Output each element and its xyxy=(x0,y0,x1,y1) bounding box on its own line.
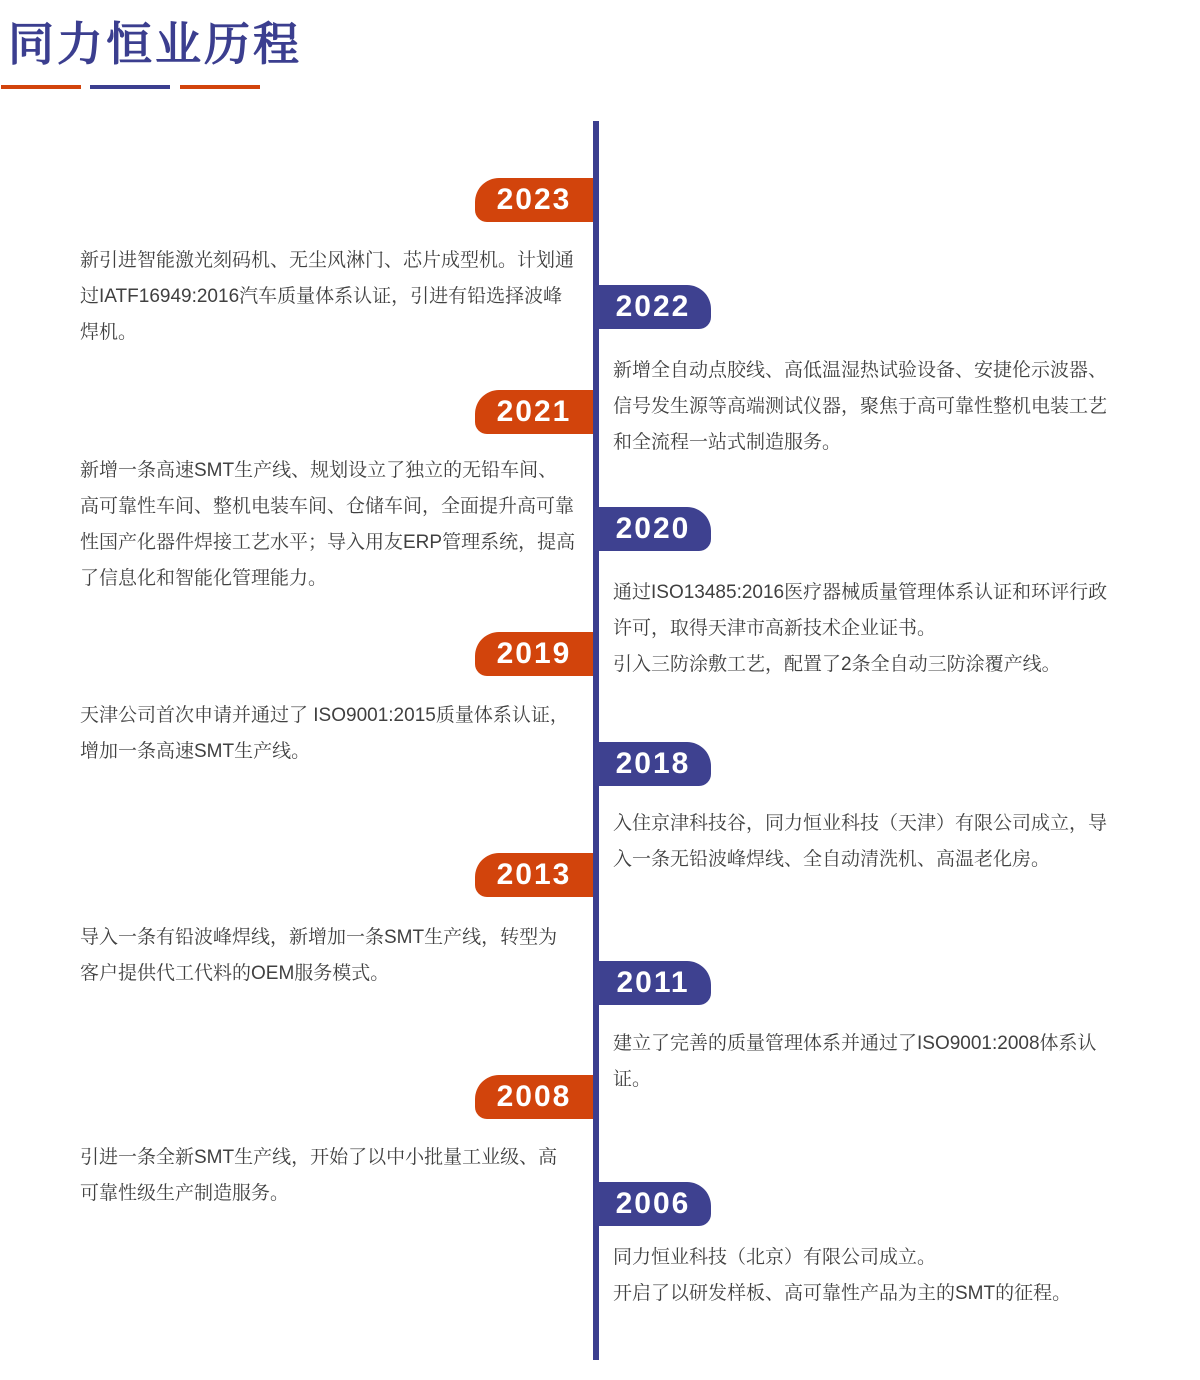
event-paragraph: 入住京津科技谷，同力恒业科技（天津）有限公司成立，导入一条无铅波峰焊线、全自动清洗机、高温老化房。 xyxy=(613,813,1108,870)
event-paragraph: 新增全自动点胶线、高低温湿热试验设备、安捷伦示波器、信号发生源等高端测试仪器，聚焦于高可靠性整机电装工艺和全流程一站式制造服务。 xyxy=(613,360,1108,453)
event-paragraph: 引进一条全新SMT生产线，开始了以中小批量工业级、高可靠性级生产制造服务。 xyxy=(80,1147,558,1204)
page-title: 同力恒业历程 xyxy=(8,18,302,70)
event-paragraph: 引入三防涂敷工艺，配置了2条全自动三防涂覆产线。 xyxy=(613,654,1061,675)
year-badge-2019: 2019 xyxy=(475,632,593,676)
event-text-2008 xyxy=(80,1140,576,1212)
event-text-2021 xyxy=(80,453,576,597)
event-text-2013 xyxy=(80,920,576,992)
event-paragraph: 天津公司首次申请并通过了 ISO9001:2015质量体系认证，增加一条高速SMT生产线。 xyxy=(80,705,569,762)
year-badge-2020: 2020 xyxy=(595,507,711,551)
year-badge-2021: 2021 xyxy=(475,390,593,434)
event-paragraph: 同力恒业科技（北京）有限公司成立。 xyxy=(613,1247,937,1268)
title-underline-orange-right xyxy=(180,85,260,89)
year-badge-2008: 2008 xyxy=(475,1075,593,1119)
event-text-2022 xyxy=(613,353,1113,461)
year-badge-2018: 2018 xyxy=(595,742,711,786)
event-paragraph: 建立了完善的质量管理体系并通过了ISO9001:2008体系认证。 xyxy=(613,1033,1097,1090)
event-text-2018 xyxy=(613,806,1113,878)
title-underline-orange-left xyxy=(1,85,81,89)
year-badge-2022: 2022 xyxy=(595,285,711,329)
event-text-2020 xyxy=(613,575,1113,683)
event-paragraph: 新引进智能激光刻码机、无尘风淋门、芯片成型机。计划通过IATF16949:2016汽车质量体系认证，引进有铅选择波峰焊机。 xyxy=(80,250,575,343)
event-text-2011 xyxy=(613,1026,1113,1098)
title-underline-purple xyxy=(90,85,170,89)
event-paragraph: 开启了以研发样板、高可靠性产品为主的SMT的征程。 xyxy=(613,1283,1072,1304)
event-text-2023 xyxy=(80,243,576,351)
year-badge-2006: 2006 xyxy=(595,1182,711,1226)
year-badge-2011: 2011 xyxy=(595,961,711,1005)
year-badge-2023: 2023 xyxy=(475,178,593,222)
event-paragraph: 导入一条有铅波峰焊线，新增加一条SMT生产线，转型为客户提供代工代料的OEM服务模式。 xyxy=(80,927,558,984)
event-paragraph: 新增一条高速SMT生产线、规划设立了独立的无铅车间、高可靠性车间、整机电装车间、仓储车间，全面提升高可靠性国产化器件焊接工艺水平；导入用友ERP管理系统，提高了信息化和智能化管理能力。 xyxy=(80,460,576,589)
event-paragraph: 通过ISO13485:2016医疗器械质量管理体系认证和环评行政许可，取得天津市高新技术企业证书。 xyxy=(613,582,1108,639)
year-badge-2013: 2013 xyxy=(475,853,593,897)
event-text-2019 xyxy=(80,698,576,770)
event-text-2006 xyxy=(613,1240,1113,1312)
